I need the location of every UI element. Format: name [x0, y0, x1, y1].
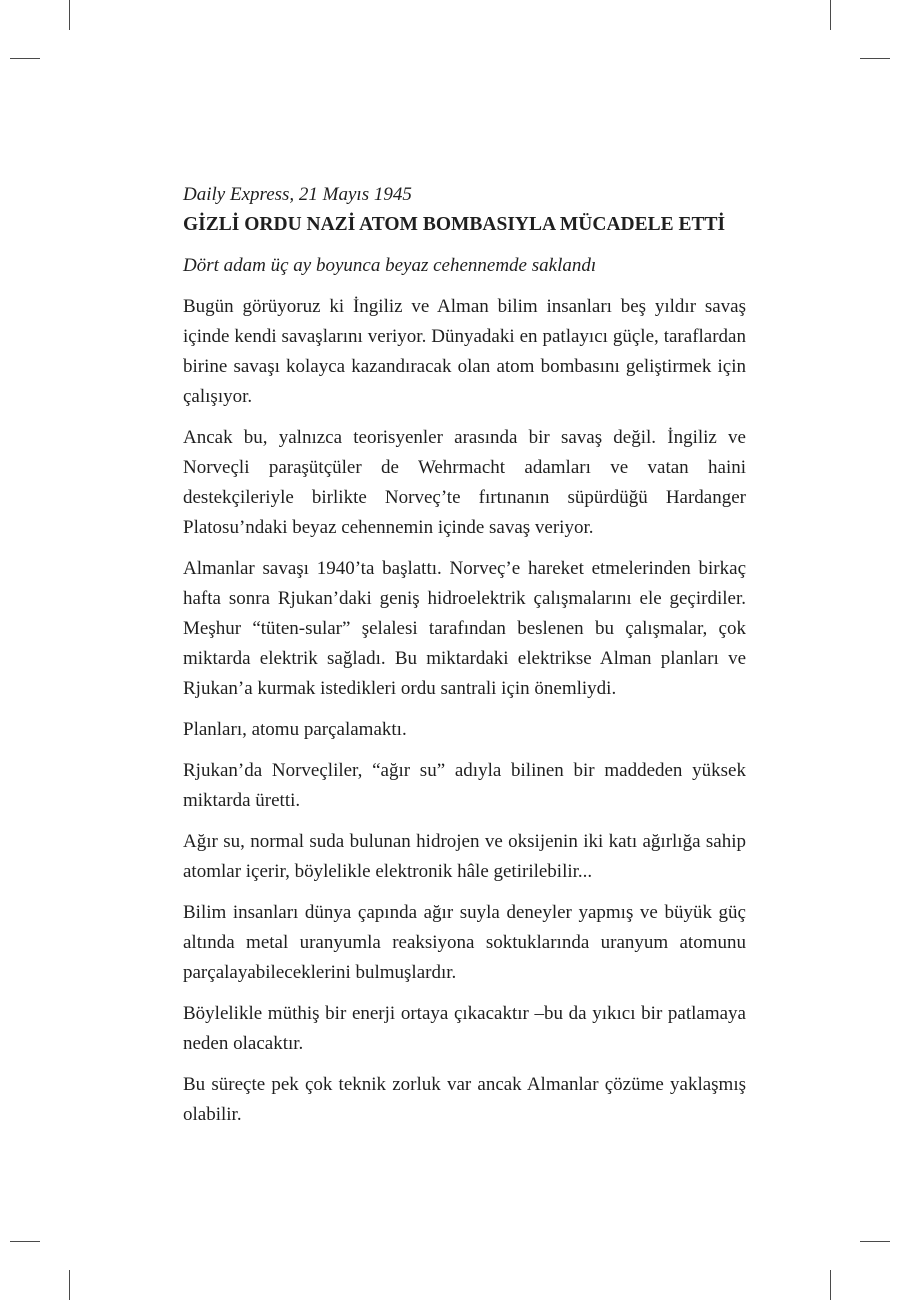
paragraph: Rjukan’da Norveçliler, “ağır su” adıyla bilinen bir maddeden yüksek miktarda üretti. [183, 760, 746, 811]
paragraph: Almanlar savaşı 1940’ta başlattı. Norveç’e hareket etmelerinden birkaç hafta sonra Rjukan’daki geniş hidroelektrik çalışmalarını ele geçirdiler. Meşhur “tüten-sular” şelalesi tarafından beslenen bu çalışmalar, çok miktarda elektrik sağladı. Bu miktardaki elektrikse Alman planları ve Rjukan’a kurmak istedikleri ordu santrali için önemliydi. [183, 558, 746, 699]
crop-mark-bottom-left [69, 1270, 70, 1300]
article-subheadline: Dört adam üç ay boyunca beyaz cehennemde saklandı [183, 255, 597, 276]
paragraph: Ancak bu, yalnızca teorisyenler arasında bir savaş değil. İngiliz ve Norveçli paraşütçüler de Wehrmacht adamları ve vatan haini destekçileriyle birlikte Norveç’te fırtınanın süpürdüğü Hardanger Platosu’ndaki beyaz cehennemin içinde savaş veriyor. [183, 427, 746, 538]
crop-mark-top-left [69, 0, 70, 30]
crop-mark-bottom-right [830, 1270, 831, 1300]
crop-mark-right-lower [860, 1241, 890, 1242]
paragraph: Bilim insanları dünya çapında ağır suyla deneyler yapmış ve büyük güç altında metal uranyumla reaksiyona soktuklarında uranyum atomunu parçalayabileceklerini bulmuşlardır. [183, 902, 746, 983]
article-source: Daily Express, 21 Mayıs 1945 [183, 184, 412, 205]
crop-mark-right-upper [860, 58, 890, 59]
article-body [183, 180, 746, 1130]
crop-mark-top-right [830, 0, 831, 30]
paragraph: Böylelikle müthiş bir enerji ortaya çıkacaktır –bu da yıkıcı bir patlamaya neden olacaktır. [183, 1003, 746, 1054]
article-headline: GİZLİ ORDU NAZİ ATOM BOMBASIYLA MÜCADELE ETTİ [183, 214, 726, 235]
crop-mark-left-upper [10, 58, 40, 59]
paragraph: Ağır su, normal suda bulunan hidrojen ve oksijenin iki katı ağırlığa sahip atomlar içerir, böylelikle elektronik hâle getirilebilir... [183, 831, 746, 882]
crop-mark-left-lower [10, 1241, 40, 1242]
paragraph: Planları, atomu parçalamaktı. [183, 719, 407, 740]
paragraph: Bu süreçte pek çok teknik zorluk var ancak Almanlar çözüme yaklaşmış olabilir. [183, 1074, 746, 1125]
paragraph: Bugün görüyoruz ki İngiliz ve Alman bilim insanları beş yıldır savaş içinde kendi savaşlarını veriyor. Dünyadaki en patlayıcı güçle, taraflardan birine savaşı kolayca kazandıracak olan atom bombasını geliştirmek için çalışıyor. [183, 296, 746, 407]
